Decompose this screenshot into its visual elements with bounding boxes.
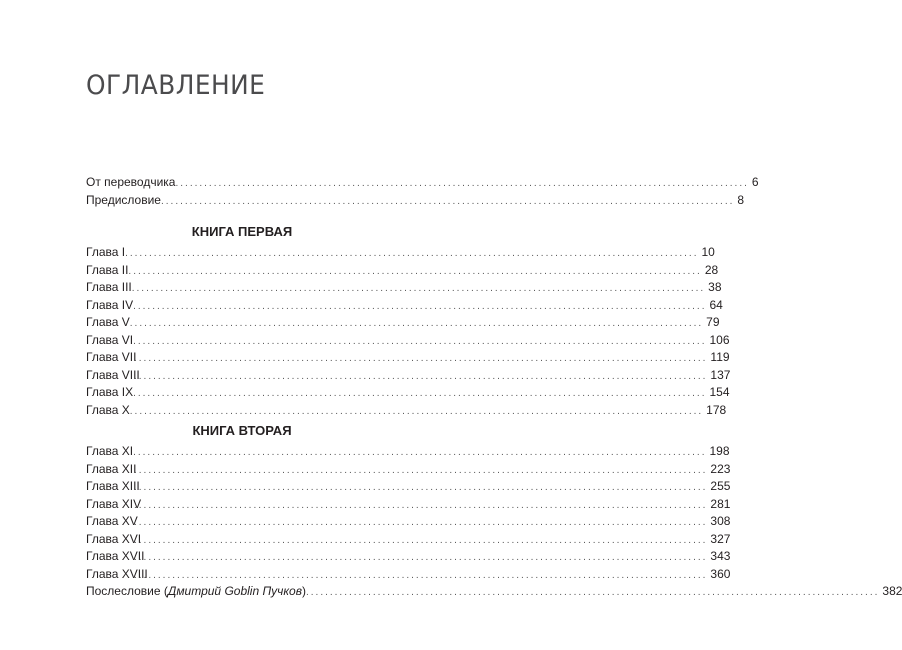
page-title: ОГЛАВЛЕНИЕ (86, 70, 266, 101)
dot-leader: ........................................................................................................................ (305, 587, 880, 598)
toc-intro-section (86, 174, 759, 209)
toc-entry-page: 343 (710, 549, 731, 563)
toc-entry-page: 154 (709, 385, 730, 399)
toc-entry-page: 28 (704, 262, 719, 277)
toc-book-one-section (86, 222, 731, 419)
toc-entry (86, 402, 727, 420)
dot-leader: ........................................................................................................................ (134, 499, 708, 511)
toc-entry-page: 382 (882, 584, 902, 598)
toc-entry-page: 281 (710, 496, 731, 511)
toc-entry-page: 360 (710, 566, 731, 581)
toc-entry (86, 192, 745, 210)
toc-entry-label: Глава I (86, 245, 126, 259)
dot-leader: ........................................................................................................................ (134, 464, 708, 476)
toc-entry (86, 297, 723, 315)
toc-entry-label: Глава IX (86, 385, 134, 399)
toc-entry-label: Глава IV (86, 297, 134, 312)
toc-entry-page: 106 (709, 332, 730, 347)
toc-entry-label: Глава XVIII (86, 566, 148, 581)
toc-entry-afterword (86, 583, 902, 601)
toc-entry-label: Глава VII (86, 350, 137, 364)
dot-leader: ........................................................................................................................ (134, 569, 708, 581)
dot-leader: ........................................................................................................................ (128, 265, 702, 277)
toc-entry-label: Глава VIII (86, 367, 140, 382)
toc-entry-page: 6 (751, 175, 759, 189)
toc-entry-page: 79 (706, 315, 720, 329)
dot-leader: ........................................................................................................................ (160, 195, 735, 207)
toc-entry-page: 178 (706, 402, 727, 417)
dot-leader: ........................................................................................................................ (134, 482, 708, 493)
dot-leader: ........................................................................................................................ (133, 335, 707, 347)
toc-entry (86, 513, 731, 531)
toc-entry (86, 314, 720, 332)
book-two-title: КНИГА ВТОРАЯ (192, 423, 292, 438)
toc-entry-page: 223 (710, 461, 731, 476)
dot-leader: ........................................................................................................................ (134, 353, 708, 364)
dot-leader: ........................................................................................................................ (131, 283, 706, 294)
toc-entry (86, 349, 730, 367)
dot-leader: ........................................................................................................................ (134, 517, 708, 528)
toc-entry-label: Глава XVI (86, 531, 142, 546)
toc-entry-label: Глава XV (86, 514, 138, 528)
toc-entry-label: Глава XIV (86, 496, 142, 511)
toc-entry-page: 255 (710, 479, 731, 493)
toc-entry-label: Глава V (86, 315, 130, 329)
toc-entry-page: 119 (710, 350, 730, 364)
toc-entry (86, 478, 731, 496)
toc-entry-label: Глава XII (86, 461, 137, 476)
afterword-author: Дмитрий Goblin Пучков (167, 584, 302, 598)
toc-entry-label: От переводчика (86, 175, 176, 189)
toc-entry-label: Глава X (86, 402, 130, 417)
toc-entry (86, 332, 730, 350)
toc-entry (86, 566, 731, 584)
toc-entry-page: 38 (708, 280, 722, 294)
toc-entry-page: 327 (710, 531, 731, 546)
dot-leader: ........................................................................................................................ (133, 388, 707, 399)
book-one-title: КНИГА ПЕРВАЯ (191, 224, 293, 239)
toc-entry (86, 367, 731, 385)
toc-entry-label: Предисловие (86, 192, 161, 207)
toc-entry (86, 548, 731, 566)
dot-leader: ........................................................................................................................ (134, 534, 708, 546)
toc-entry (86, 461, 731, 479)
toc-entry (86, 384, 730, 402)
dot-leader: ........................................................................................................................ (129, 318, 704, 329)
toc-entry-page: 10 (701, 245, 715, 259)
toc-entry-label: Глава II (86, 262, 129, 277)
afterword-prefix: Послесловие ( (86, 584, 168, 598)
toc-entry-page: 8 (737, 192, 745, 207)
book-one-chapter-list (86, 244, 731, 419)
toc-entry-label: Глава XIII (86, 479, 140, 493)
toc-entry (86, 531, 731, 549)
toc-entry-label: Глава XVII (86, 549, 145, 563)
toc-entry-label: Глава XI (86, 444, 134, 458)
dot-leader: ........................................................................................................................ (134, 370, 708, 382)
dot-leader: ........................................................................................................................ (129, 405, 704, 417)
afterword-suffix: ) (301, 584, 306, 598)
toc-entry (86, 279, 722, 297)
dot-leader: ........................................................................................................................ (134, 552, 708, 563)
toc-entry-label: Глава VI (86, 332, 134, 347)
toc-entry-label: Глава III (86, 280, 132, 294)
dot-leader: ........................................................................................................................ (133, 300, 707, 312)
toc-entry (86, 443, 730, 461)
dot-leader: ........................................................................................................................ (125, 248, 699, 259)
book-two-chapter-list (86, 443, 731, 583)
dot-leader: ........................................................................................................................ (175, 178, 749, 189)
toc-entry-page: 64 (709, 297, 723, 312)
toc-entry (86, 496, 731, 514)
toc-entry-label (86, 583, 306, 601)
dot-leader: ........................................................................................................................ (133, 447, 707, 458)
toc-entry-page: 308 (710, 514, 731, 528)
toc-entry-page: 198 (709, 444, 730, 458)
toc-entry (86, 244, 715, 262)
toc-entry (86, 174, 759, 192)
toc-entry-page: 137 (710, 367, 731, 382)
toc-book-two-section (86, 421, 902, 601)
toc-entry (86, 262, 719, 280)
